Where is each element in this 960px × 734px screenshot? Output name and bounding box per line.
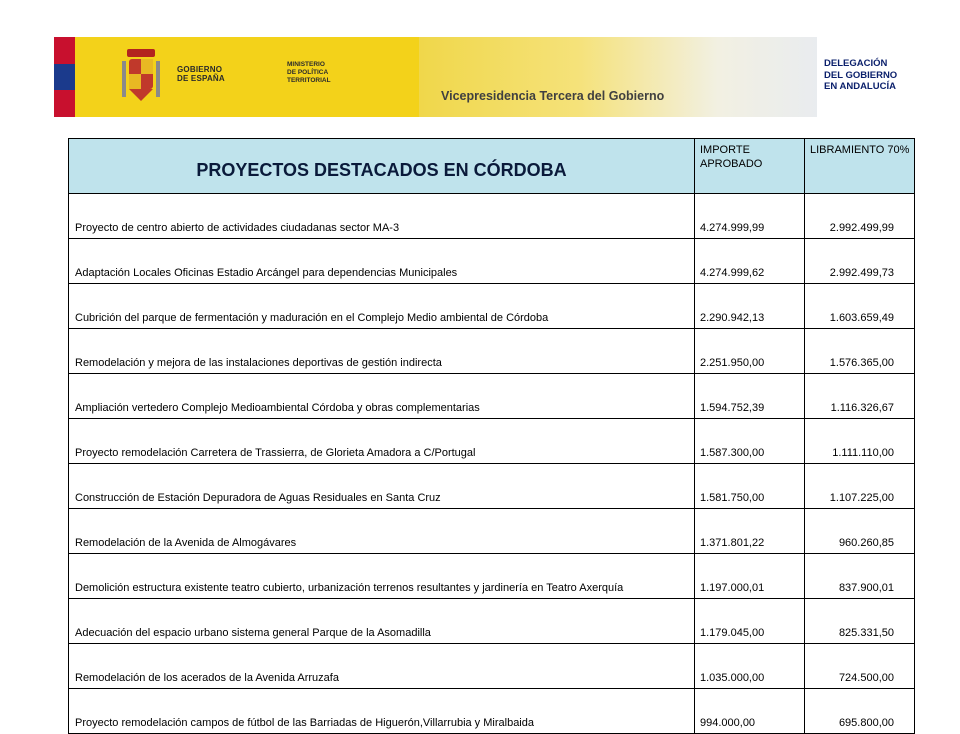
ministry-logo bbox=[269, 37, 419, 117]
table-row bbox=[69, 194, 915, 239]
libramiento-cell: 1.107.225,00 bbox=[805, 464, 915, 509]
libramiento-cell: 695.800,00 bbox=[805, 689, 915, 734]
projects-table bbox=[68, 138, 915, 734]
importe-cell: 2.251.950,00 bbox=[695, 329, 805, 374]
table-row bbox=[69, 464, 915, 509]
ministry-label: MINISTERIO DE POLÍTICA TERRITORIAL bbox=[287, 61, 331, 84]
government-label: GOBIERNO DE ESPAÑA bbox=[177, 65, 225, 83]
importe-cell: 1.179.045,00 bbox=[695, 599, 805, 644]
table-row bbox=[69, 599, 915, 644]
coat-of-arms-icon bbox=[121, 47, 161, 107]
project-cell: Proyecto remodelación campos de fútbol de las Barriadas de Higuerón,Villarrubia y Miralbaida bbox=[69, 689, 695, 734]
table-row bbox=[69, 644, 915, 689]
project-cell: Adaptación Locales Oficinas Estadio Arcángel para dependencias Municipales bbox=[69, 239, 695, 284]
table-row bbox=[69, 689, 915, 734]
project-cell: Proyecto remodelación Carretera de Trassierra, de Glorieta Amadora a C/Portugal bbox=[69, 419, 695, 464]
importe-cell: 1.035.000,00 bbox=[695, 644, 805, 689]
libramiento-cell: 1.116.326,67 bbox=[805, 374, 915, 419]
vicepresidency-label: Vicepresidencia Tercera del Gobierno bbox=[441, 89, 665, 103]
importe-cell: 1.581.750,00 bbox=[695, 464, 805, 509]
importe-cell: 4.274.999,99 bbox=[695, 194, 805, 239]
project-cell: Demolición estructura existente teatro cubierto, urbanización terrenos resultantes y jardinería en Teatro Axerquía bbox=[69, 554, 695, 599]
project-cell: Remodelación de la Avenida de Almogávares bbox=[69, 509, 695, 554]
table-row bbox=[69, 374, 915, 419]
importe-cell: 2.290.942,13 bbox=[695, 284, 805, 329]
libramiento-cell: 960.260,85 bbox=[805, 509, 915, 554]
libramiento-cell: 2.992.499,99 bbox=[805, 194, 915, 239]
libramiento-cell: 1.603.659,49 bbox=[805, 284, 915, 329]
table-row bbox=[69, 284, 915, 329]
project-cell: Proyecto de centro abierto de actividades ciudadanas sector MA-3 bbox=[69, 194, 695, 239]
col-header-importe: IMPORTE APROBADO bbox=[695, 139, 805, 194]
libramiento-cell: 2.992.499,73 bbox=[805, 239, 915, 284]
importe-cell: 1.371.801,22 bbox=[695, 509, 805, 554]
libramiento-cell: 724.500,00 bbox=[805, 644, 915, 689]
flag-stripe bbox=[54, 37, 75, 117]
libramiento-cell: 825.331,50 bbox=[805, 599, 915, 644]
table-row bbox=[69, 239, 915, 284]
importe-cell: 1.197.000,01 bbox=[695, 554, 805, 599]
libramiento-cell: 1.576.365,00 bbox=[805, 329, 915, 374]
project-cell: Ampliación vertedero Complejo Medioambiental Córdoba y obras complementarias bbox=[69, 374, 695, 419]
vicepresidency-banner bbox=[419, 37, 817, 117]
table-row bbox=[69, 419, 915, 464]
table-row bbox=[69, 329, 915, 374]
project-cell: Remodelación y mejora de las instalaciones deportivas de gestión indirecta bbox=[69, 329, 695, 374]
project-cell: Adecuación del espacio urbano sistema general Parque de la Asomadilla bbox=[69, 599, 695, 644]
importe-cell: 4.274.999,62 bbox=[695, 239, 805, 284]
table-row bbox=[69, 554, 915, 599]
project-cell: Construcción de Estación Depuradora de Aguas Residuales en Santa Cruz bbox=[69, 464, 695, 509]
libramiento-cell: 1.111.110,00 bbox=[805, 419, 915, 464]
importe-cell: 994.000,00 bbox=[695, 689, 805, 734]
table-title: PROYECTOS DESTACADOS EN CÓRDOBA bbox=[69, 139, 695, 194]
col-header-libramiento: LIBRAMIENTO 70% bbox=[805, 139, 915, 194]
libramiento-cell: 837.900,01 bbox=[805, 554, 915, 599]
table-header-row bbox=[69, 139, 915, 194]
table-row bbox=[69, 509, 915, 554]
project-cell: Remodelación de los acerados de la Avenida Arruzafa bbox=[69, 644, 695, 689]
header-banner bbox=[54, 37, 817, 117]
government-logo bbox=[75, 37, 270, 117]
project-cell: Cubrición del parque de fermentación y maduración en el Complejo Medio ambiental de Córdoba bbox=[69, 284, 695, 329]
importe-cell: 1.594.752,39 bbox=[695, 374, 805, 419]
importe-cell: 1.587.300,00 bbox=[695, 419, 805, 464]
delegation-label: DELEGACIÓN DEL GOBIERNO EN ANDALUCÍA bbox=[824, 58, 898, 92]
